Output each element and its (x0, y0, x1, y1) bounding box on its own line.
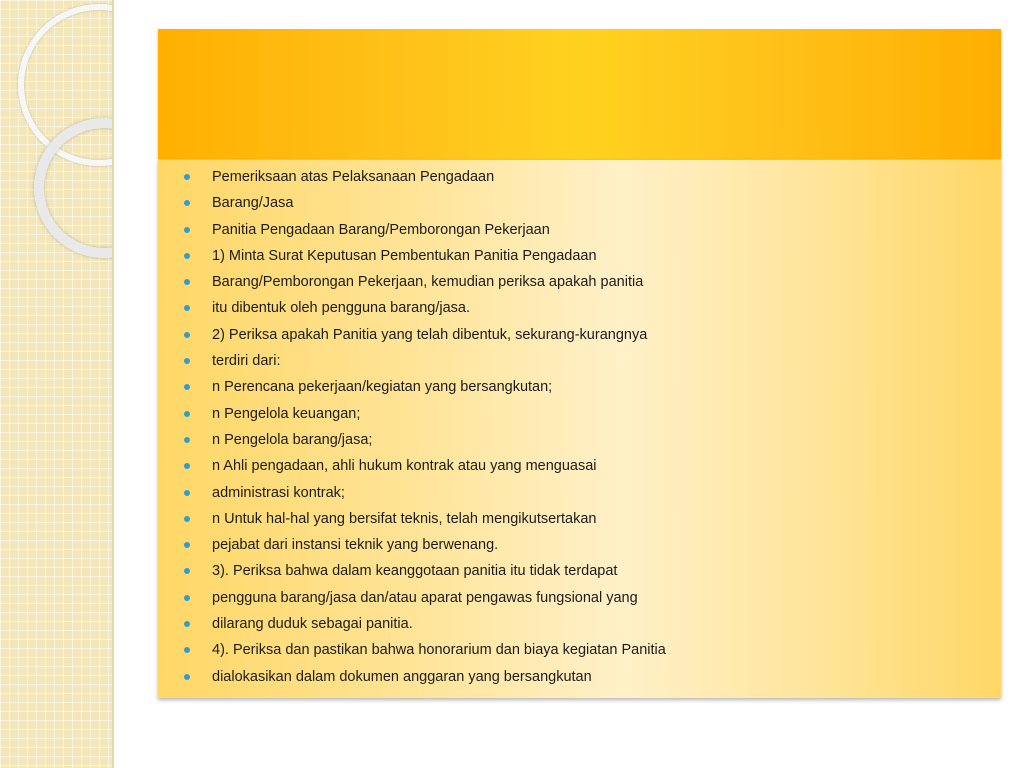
list-item (158, 506, 1001, 532)
bullet-text: 4). Periksa dan pastikan bahwa honorarium dan biaya kegiatan Panitia (212, 642, 666, 659)
bullet-text: pengguna barang/jasa dan/atau aparat pengawas fungsional yang (212, 589, 638, 606)
bullet-dot-icon (184, 490, 190, 496)
bullet-text: n Perencana pekerjaan/kegiatan yang bersangkutan; (212, 379, 553, 396)
bullet-text: Barang/Jasa (212, 195, 294, 212)
bullet-dot-icon (184, 332, 190, 338)
bullet-text: n Pengelola keuangan; (212, 405, 361, 422)
bullet-text: 3). Periksa bahwa dalam keanggotaan panitia itu tidak terdapat (212, 563, 618, 580)
list-item (158, 558, 1001, 584)
list-item (158, 532, 1001, 558)
bullet-dot-icon (184, 227, 190, 233)
slide-content-box (158, 160, 1001, 698)
list-item (158, 611, 1001, 637)
bullet-dot-icon (184, 463, 190, 469)
bullet-text: Barang/Pemborongan Pekerjaan, kemudian periksa apakah panitia (212, 274, 644, 291)
bullet-text: Pemeriksaan atas Pelaksanaan Pengadaan (212, 169, 495, 185)
list-item (158, 637, 1001, 663)
bullet-dot-icon (184, 358, 190, 364)
bullet-dot-icon (184, 253, 190, 259)
bullet-dot-icon (184, 384, 190, 390)
bullet-text: terdiri dari: (212, 353, 281, 370)
bullet-list (158, 164, 1001, 690)
bullet-dot-icon (184, 595, 190, 601)
bullet-dot-icon (184, 279, 190, 285)
bullet-text: itu dibentuk oleh pengguna barang/jasa. (212, 300, 470, 317)
list-item (158, 190, 1001, 216)
list-item (158, 348, 1001, 374)
bullet-dot-icon (184, 674, 190, 680)
list-item (158, 269, 1001, 295)
bullet-text: dialokasikan dalam dokumen anggaran yang bersangkutan (212, 668, 592, 685)
bullet-dot-icon (184, 200, 190, 206)
bullet-text: 2) Periksa apakah Panitia yang telah dibentuk, sekurang-kurangnya (212, 326, 648, 343)
bullet-text: Panitia Pengadaan Barang/Pemborongan Pekerjaan (212, 221, 550, 238)
list-item (158, 664, 1001, 690)
bullet-text: n Ahli pengadaan, ahli hukum kontrak atau yang menguasai (212, 458, 597, 475)
bullet-dot-icon (184, 568, 190, 574)
list-item (158, 295, 1001, 321)
bullet-text: n Untuk hal-hal yang bersifat teknis, telah mengikutsertakan (212, 510, 597, 527)
bullet-dot-icon (184, 621, 190, 627)
list-item (158, 453, 1001, 479)
list-item (158, 427, 1001, 453)
list-item (158, 164, 1001, 190)
slide-title-bar (158, 29, 1001, 159)
list-item (158, 217, 1001, 243)
bullet-dot-icon (184, 411, 190, 417)
bullet-dot-icon (184, 542, 190, 548)
list-item (158, 374, 1001, 400)
list-item (158, 480, 1001, 506)
bullet-dot-icon (184, 305, 190, 311)
list-item (158, 243, 1001, 269)
bullet-dot-icon (184, 647, 190, 653)
bullet-text: n Pengelola barang/jasa; (212, 431, 373, 448)
bullet-dot-icon (184, 437, 190, 443)
decorative-side-strip (0, 0, 112, 768)
divider (112, 0, 114, 768)
bullet-text: pejabat dari instansi teknik yang berwenang. (212, 537, 499, 554)
list-item (158, 585, 1001, 611)
bullet-dot-icon (184, 516, 190, 522)
list-item (158, 401, 1001, 427)
bullet-text: administrasi kontrak; (212, 484, 345, 501)
list-item (158, 322, 1001, 348)
bullet-text: 1) Minta Surat Keputusan Pembentukan Panitia Pengadaan (212, 247, 597, 264)
bullet-text: dilarang duduk sebagai panitia. (212, 616, 413, 633)
bullet-dot-icon (184, 174, 190, 180)
